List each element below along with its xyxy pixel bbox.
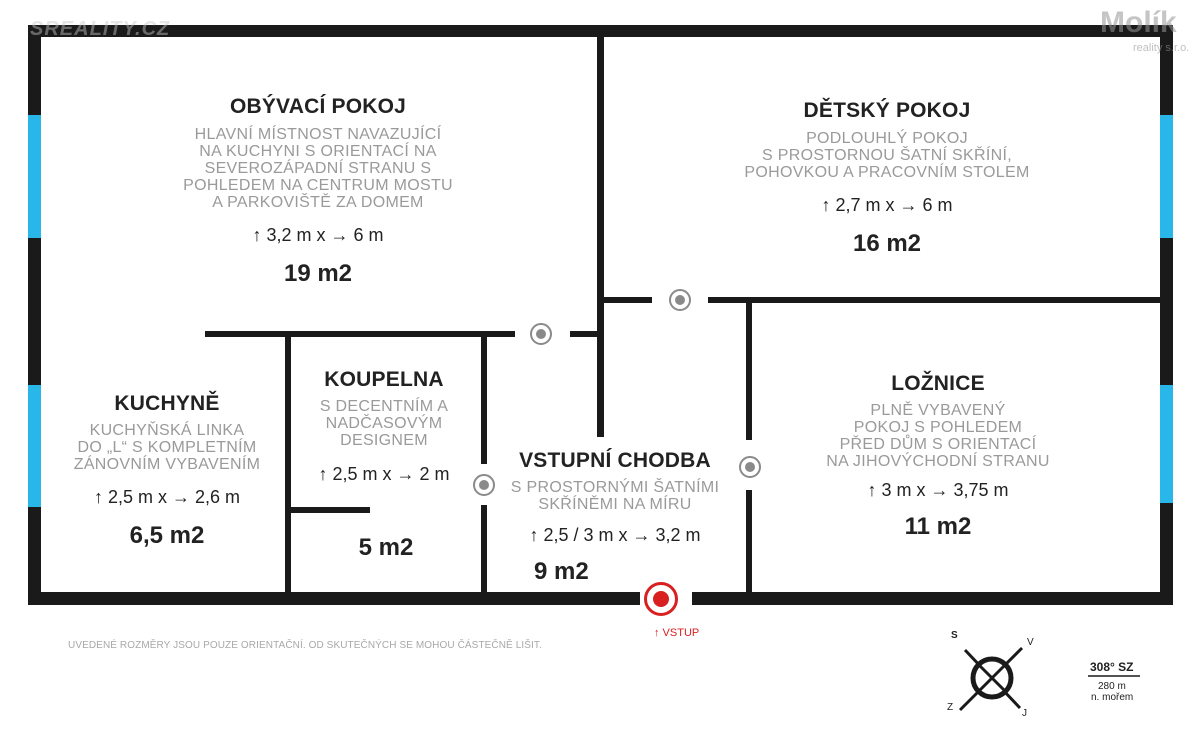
outer-wall-left [28,25,41,605]
desc-line: SKŘÍNĚMI NA MÍRU [538,496,692,513]
room-name: KUCHYNĚ [114,392,220,415]
disclaimer: UVEDENÉ ROZMĚRY JSOU POUZE ORIENTAČNÍ. OD SKUTEČNÝCH SE MOHOU ČÁSTEČNĚ LIŠIT. [68,640,542,651]
wall-koupelna-shelf [288,507,370,513]
desc-line: POHLEDEM NA CENTRUM MOSTU [183,177,453,194]
entry-label: ↑ VSTUP [654,627,700,639]
compass-label-v: V [1027,637,1034,648]
room-area: 6,5 m2 [129,522,205,549]
door-marker-detsky [669,289,691,311]
door-marker-loznice [739,456,761,478]
desc-line: PLNĚ VYBAVENÝ [870,402,1006,419]
desc-line: ZÁNOVNÍM VYBAVENÍM [73,456,261,473]
desc-line: S DECENTNÍM A [319,398,449,415]
room-koupelna [289,368,479,485]
altitude-value: 280 m [1098,681,1126,692]
room-dimensions: ↑ 3,2 m x → 6 m [252,225,384,245]
room-area: 19 m2 [283,260,353,287]
room-description [813,402,1063,470]
door-marker-obyvaci [530,323,552,345]
room-dimensions: ↑ 3 m x → 3,75 m [867,480,1009,500]
room-chodba [490,449,740,546]
outer-wall-right [1160,25,1173,605]
room-area: 16 m2 [852,230,922,257]
desc-line: S PROSTORNOU ŠATNÍ SKŘÍNÍ, [762,147,1012,164]
outer-wall-top [28,25,1173,37]
outer-wall-bottom-left [28,592,640,605]
room-kuchyne [42,392,292,550]
window-detsky [1160,115,1173,238]
room-obyvaci [118,95,518,288]
desc-line: POKOJ S POHLEDEM [853,419,1023,436]
compass-label-s: S [951,630,958,641]
room-name: OBÝVACÍ POKOJ [229,95,407,118]
wall-detsky-bottom-left [597,297,652,303]
desc-line: S PROSTORNÝMI ŠATNÍMI [510,479,720,496]
desc-line: PŘED DŮM S ORIENTACÍ [839,436,1037,453]
room-description [687,130,1087,181]
desc-line: HLAVNÍ MÍSTNOST NAVAZUJÍCÍ [194,126,442,143]
room-description [42,422,292,473]
watermark-sreality: SREALITY.CZ [30,18,171,40]
altitude-unit: n. mořem [1091,692,1134,703]
room-name: LOŽNICE [891,372,985,395]
wall-obyvaci-bottom-stub [570,331,604,337]
room-name: KOUPELNA [324,368,444,391]
room-dimensions: ↑ 2,5 m x → 2 m [318,464,450,484]
desc-line: DESIGNEM [340,432,428,449]
door-marker-koupelna [473,474,495,496]
room-name: DĚTSKÝ POKOJ [803,99,971,122]
room-description [289,398,479,449]
wall-loznice-left-upper [746,300,752,440]
room-loznice [813,372,1063,541]
wall-obyvaci-bottom [205,331,515,337]
room-name: VSTUPNÍ CHODBA [519,449,711,472]
wall-koupelna-right-lower [481,505,487,598]
room-area: 11 m2 [904,513,972,540]
room-description [118,126,518,211]
wall-loznice-left-lower [746,490,752,598]
room-area-koupelna: 5 m2 [358,534,414,561]
window-kuchyne [28,385,41,507]
compass-icon [960,648,1022,710]
wall-detsky-bottom-right [708,297,1166,303]
desc-line: NA KUCHYNI S ORIENTACÍ NA [199,143,437,160]
desc-line: DO „L“ S KOMPLETNÍM [77,439,257,456]
entry-marker [644,582,678,616]
room-dimensions: ↑ 2,5 m x → 2,6 m [93,487,241,507]
desc-line: A PARKOVIŠTĚ ZA DOMEM [212,194,424,211]
watermark-molik-sub: reality s.r.o. [1133,42,1190,54]
wall-vertical-center [597,37,604,437]
desc-line: KUCHYŇSKÁ LINKA [89,422,245,439]
watermark-molik-brand: Molík [1100,6,1177,39]
desc-line: NA JIHOVÝCHODNÍ STRANU [826,453,1050,470]
compass-label-j: J [1022,708,1027,719]
room-area-chodba: 9 m2 [534,558,589,585]
desc-line: SEVEROZÁPADNÍ STRANU S [204,160,432,177]
window-obyvaci [28,115,41,238]
wall-koupelna-right-upper [481,331,487,464]
room-detsky [687,99,1087,258]
orientation-heading: 308° SZ [1090,660,1134,674]
outer-wall-bottom-right [692,592,1173,605]
room-dimensions: ↑ 2,7 m x → 6 m [821,195,953,215]
room-description [490,479,740,513]
room-dimensions: ↑ 2,5 / 3 m x → 3,2 m [529,525,701,545]
window-loznice [1160,385,1173,503]
desc-line: PODLOUHLÝ POKOJ [806,130,968,147]
compass-label-z: Z [947,702,954,713]
desc-line: NADČASOVÝM [325,415,443,432]
desc-line: POHOVKOU A PRACOVNÍM STOLEM [744,164,1030,181]
